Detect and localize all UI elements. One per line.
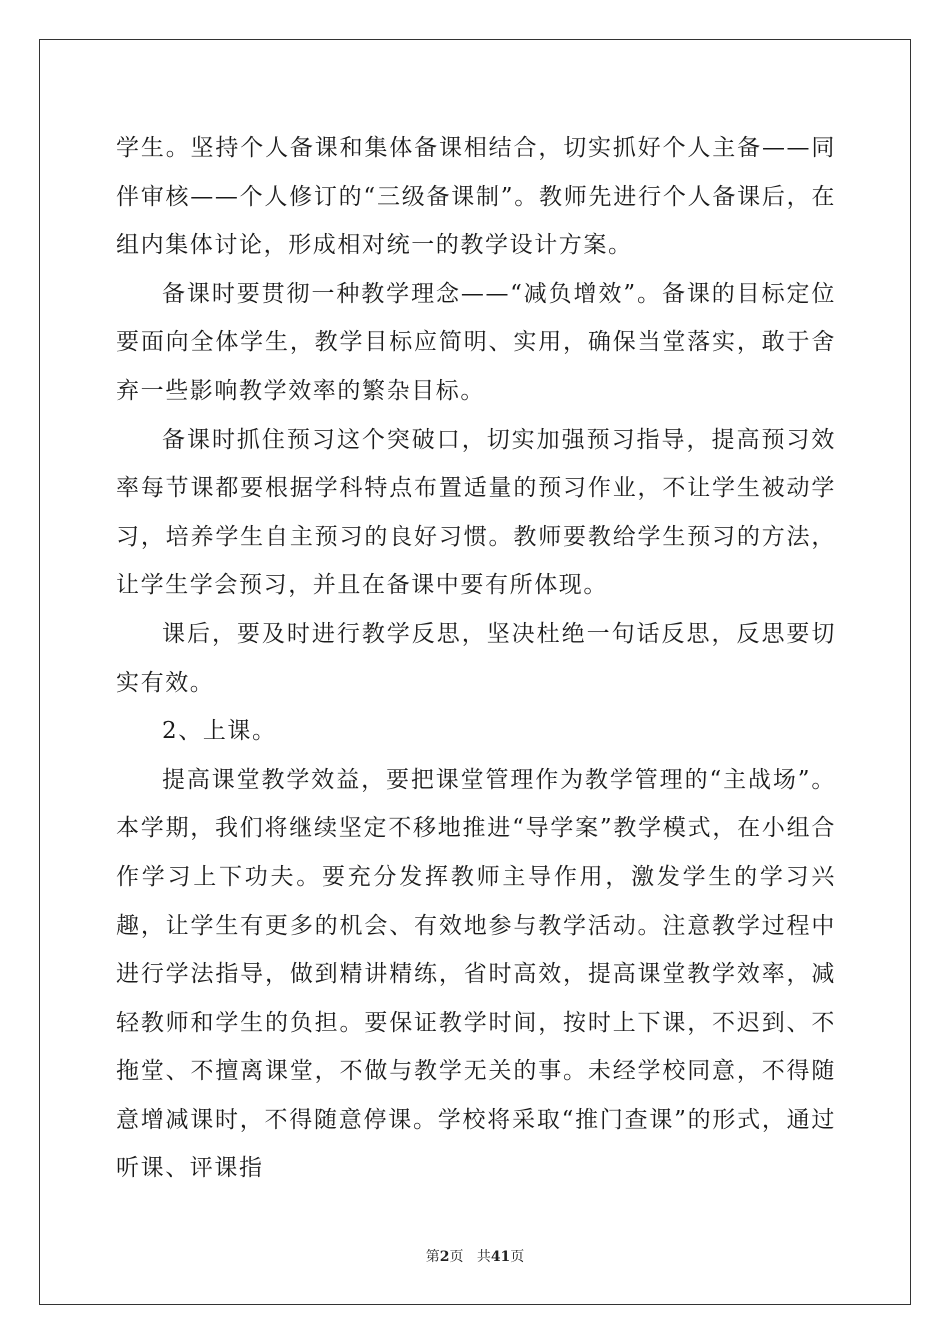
page-suffix: 页 [449,1249,464,1265]
paragraph-2: 备课时要贯彻一种教学理念——“减负增效”。备课的目标定位要面向全体学生，教学目标应简明、实用，确保当堂落实，敢于舍弃一些影响教学效率的繁杂目标。 [116,280,836,404]
document-body [116,124,836,1193]
paragraph-1: 学生。坚持个人备课和集体备课相结合，切实抓好个人主备——同伴审核——个人修订的“三级备课制”。教师先进行个人备课后，在组内集体讨论，形成相对统一的教学设计方案。 [116,135,836,259]
paragraph-5: 提高课堂教学效益，要把课堂管理作为教学管理的“主战场”。本学期，我们将继续坚定不移地推进“导学案”教学模式，在小组合作学习上下功夫。要充分发挥教师主导作用，激发学生的学习兴趣，让学生有更多的机会、有效地参与教学活动。注意教学过程中进行学法指导，做到精讲精练，省时高效，提高课堂教学效率，减轻教师和学生的负担。要保证教学时间，按时上下课，不迟到、不拖堂、不擅离课堂，不做与教学无关的事。未经学校同意，不得随意增减课时，不得随意停课。学校将采取“推门查课”的形式，通过听课、评课指 [116,766,836,1182]
total-pages: 41 [490,1249,511,1265]
section-heading-2: 2、上课。 [162,718,277,745]
page-prefix: 第 [425,1249,440,1265]
total-prefix: 共 [476,1249,491,1265]
paragraph-3: 备课时抓住预习这个突破口，切实加强预习指导，提高预习效率每节课都要根据学科特点布置适量的预习作业，不让学生被动学习，培养学生自主预习的良好习惯。教师要教给学生预习的方法，让学生学会预习，并且在备课中要有所体现。 [116,426,836,599]
total-suffix: 页 [510,1249,525,1265]
paragraph-4: 课后，要及时进行教学反思，坚决杜绝一句话反思，反思要切实有效。 [116,620,836,696]
page-footer [0,1246,950,1266]
page-number: 2 [439,1249,450,1265]
